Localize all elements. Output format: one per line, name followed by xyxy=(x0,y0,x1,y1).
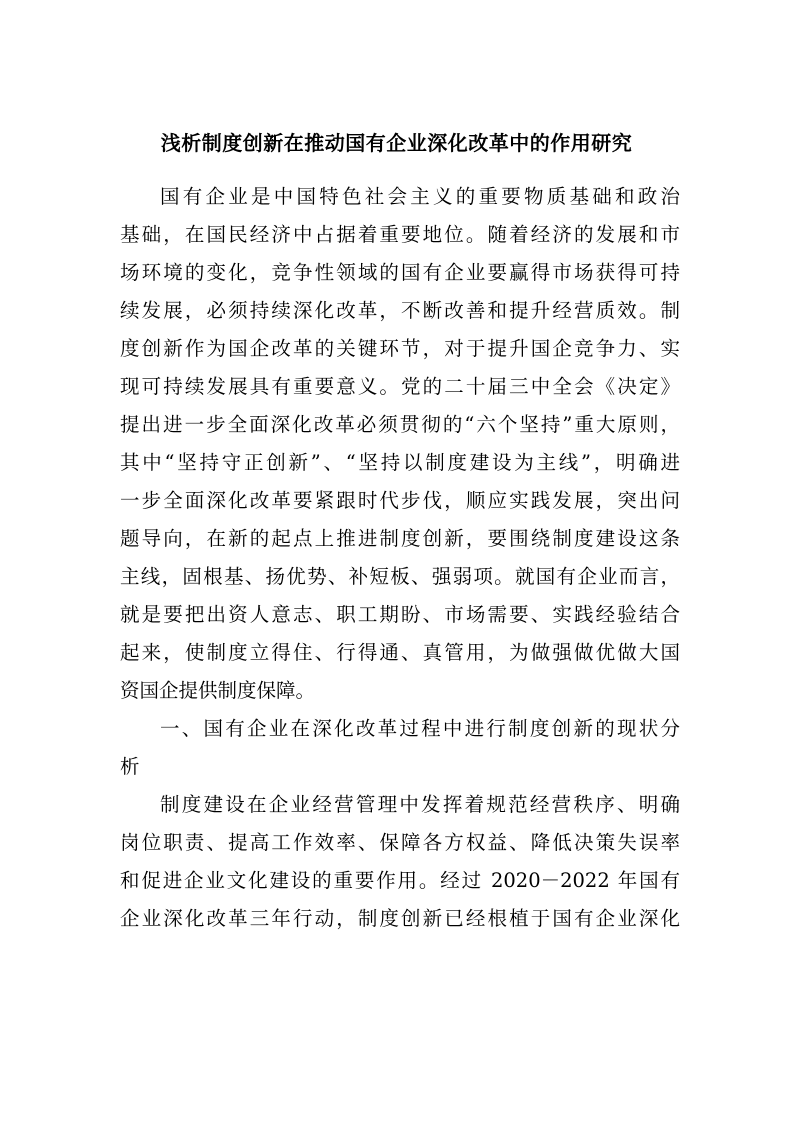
text-line: 提出进一步全面深化改革必须贯彻的“六个坚持”重大原则， xyxy=(120,413,680,436)
text-line: 和促进企业文化建设的重要作用。经过 2020－2022 年国有 xyxy=(120,869,680,892)
text-line: 岗位职责、提高工作效率、保障各方权益、降低决策失误率 xyxy=(120,831,680,854)
text-line: 题导向，在新的起点上推进制度创新，要围绕制度建设这条 xyxy=(120,527,680,550)
text-line: 其中“坚持守正创新”、“坚持以制度建设为主线”，明确进 xyxy=(120,451,680,474)
document-title: 浅析制度创新在推动国有企业深化改革中的作用研究 xyxy=(160,131,633,155)
text-line: 资国企提供制度保障。 xyxy=(120,679,316,702)
text-line: 场环境的变化，竞争性领域的国有企业要赢得市场获得可持 xyxy=(120,261,680,284)
text-line: 一、国有企业在深化改革过程中进行制度创新的现状分 xyxy=(160,717,680,740)
text-line: 度创新作为国企改革的关键环节，对于提升国企竞争力、实 xyxy=(120,337,680,360)
text-line: 基础，在国民经济中占据着重要地位。随着经济的发展和市 xyxy=(120,223,680,246)
text-line: 现可持续发展具有重要意义。党的二十届三中全会《决定》 xyxy=(120,375,680,398)
text-line: 企业深化改革三年行动，制度创新已经根植于国有企业深化 xyxy=(120,907,680,930)
document-body xyxy=(120,178,680,938)
text-line: 就是要把出资人意志、职工期盼、市场需要、实践经验结合 xyxy=(120,603,680,626)
text-line: 国有企业是中国特色社会主义的重要物质基础和政治 xyxy=(160,185,680,208)
text-line: 起来，使制度立得住、行得通、真管用，为做强做优做大国 xyxy=(120,641,680,664)
text-line: 一步全面深化改革要紧跟时代步伐，顺应实践发展，突出问 xyxy=(120,489,680,512)
text-line: 主线，固根基、扬优势、补短板、强弱项。就国有企业而言， xyxy=(120,565,680,588)
text-line: 续发展，必须持续深化改革，不断改善和提升经营质效。制 xyxy=(120,299,680,322)
text-line: 析 xyxy=(120,755,140,778)
text-line: 制度建设在企业经营管理中发挥着规范经营秩序、明确 xyxy=(160,793,680,816)
